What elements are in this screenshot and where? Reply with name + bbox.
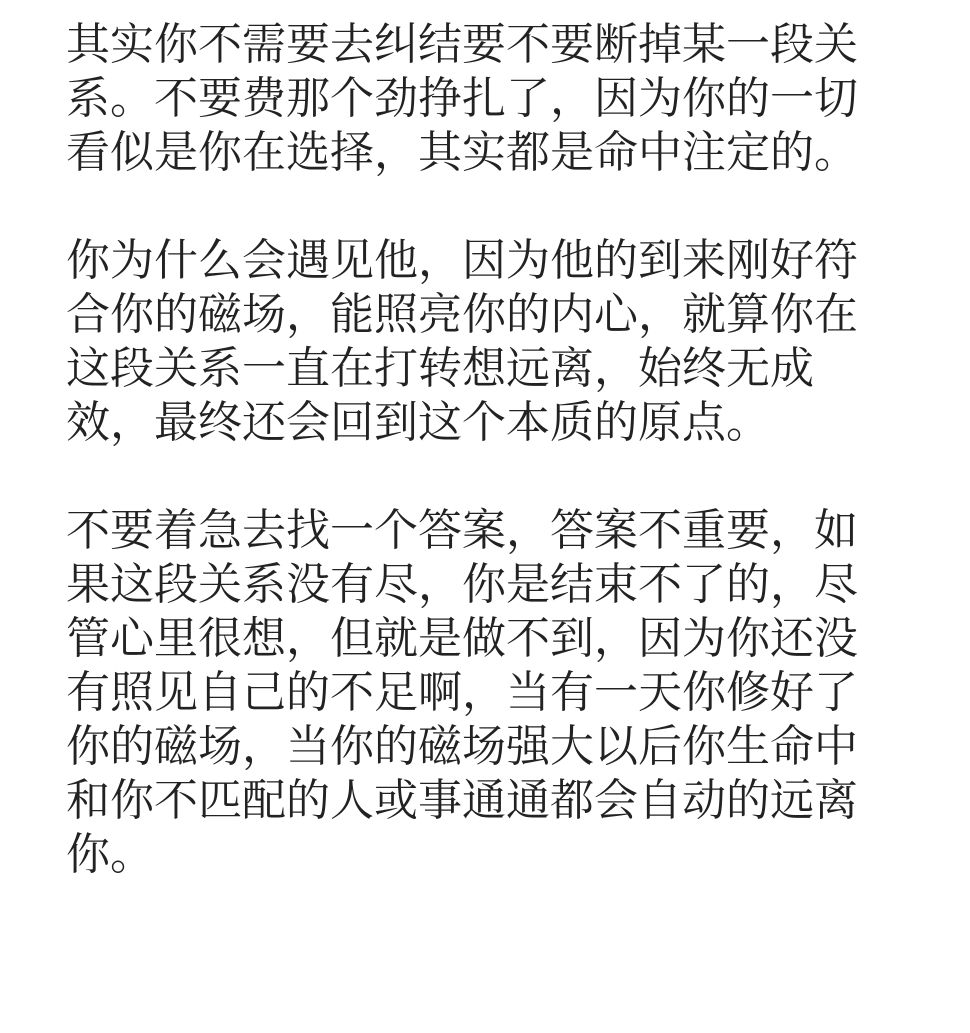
text-line: 效，最终还会回到这个本质的原点。 — [66, 397, 770, 448]
text-line: 有照见自己的不足啊，当有一天你修好了 — [66, 667, 858, 718]
article-body — [66, 18, 946, 882]
paragraph-spacer — [66, 180, 946, 234]
text-line: 不要着急去找一个答案，答案不重要，如 — [66, 505, 858, 556]
paragraph-spacer — [66, 450, 946, 504]
paragraph-1 — [66, 18, 946, 180]
text-line: 其实你不需要去纠结要不要断掉某一段关 — [66, 19, 858, 70]
text-line: 看似是你在选择，其实都是命中注定的。 — [66, 127, 858, 178]
paragraph-3 — [66, 504, 946, 882]
text-line: 合你的磁场，能照亮你的内心，就算你在 — [66, 289, 858, 340]
text-line: 和你不匹配的人或事通通都会自动的远离 — [66, 775, 858, 826]
text-line: 管心里很想，但就是做不到，因为你还没 — [66, 613, 858, 664]
text-line: 你为什么会遇见他，因为他的到来刚好符 — [66, 235, 858, 286]
paragraph-2 — [66, 234, 946, 450]
text-line: 果这段关系没有尽，你是结束不了的，尽 — [66, 559, 858, 610]
text-line: 这段关系一直在打转想远离，始终无成 — [66, 343, 814, 394]
text-line: 你。 — [66, 829, 154, 880]
text-line: 你的磁场，当你的磁场强大以后你生命中 — [66, 721, 858, 772]
text-line: 系。不要费那个劲挣扎了，因为你的一切 — [66, 73, 858, 124]
